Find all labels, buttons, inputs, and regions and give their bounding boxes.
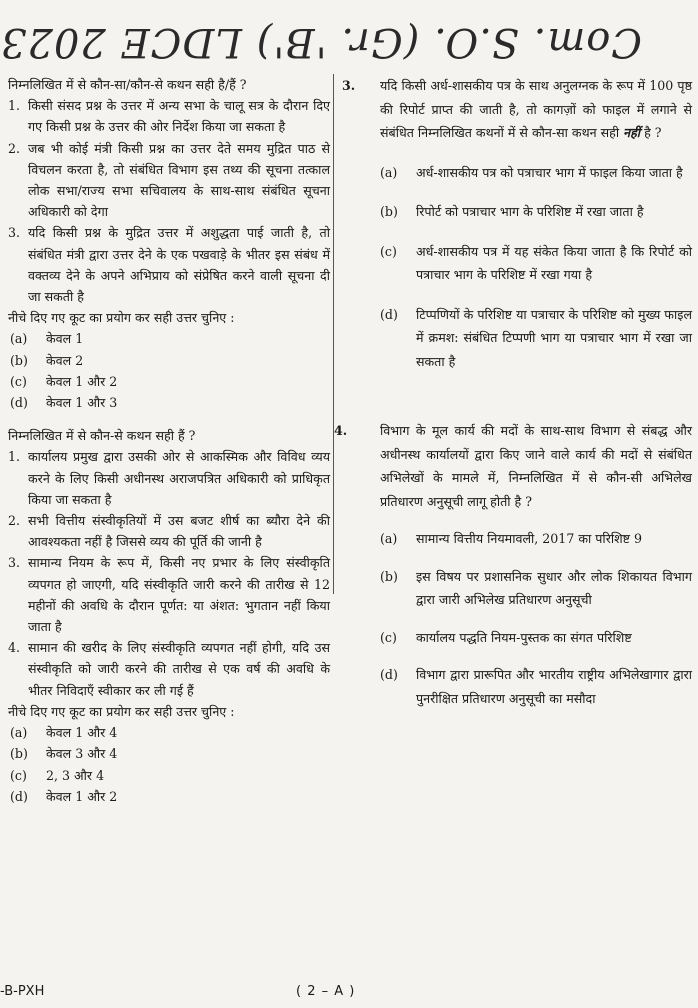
- statement-text: यदि किसी प्रश्न के मुद्रित उत्तर में अशुद्धता पाई जाती है, तो संबंधित मंत्री द्वारा उत्तर देने के एक पखवाड़े के भीतर इस संबंध में वक्तव्य देने के अपने अभिप्राय को संप्रेषित करने वाली सूचना दी जा सकती है: [28, 225, 330, 305]
- statement-text: जब भी कोई मंत्री किसी प्रश्न का उत्तर देते समय मुद्रित पाठ से विचलन करता है, तो संबंधित विभाग इस तथ्य की सूचना तत्काल लोक सभा/राज्य सभा सचिवालय के साथ-साथ संबंधित सूचना अधिकारी को देगा: [28, 140, 330, 220]
- statement-text: कार्यालय प्रमुख द्वारा उसकी ओर से आकस्मिक और विविध व्यय करने के लिए किसी अधीनस्थ अराजपत्रित अधिकारी को प्राधिकृत किया जा सकता है: [28, 449, 330, 507]
- option-b[interactable]: [380, 200, 692, 224]
- option-text: केवल 3 और 4: [46, 746, 118, 762]
- statement-number: 3.: [8, 555, 21, 571]
- statement-number: 2.: [8, 513, 21, 529]
- question-3: [342, 74, 692, 373]
- option-label: (c): [10, 767, 27, 783]
- page-number: ( 2 – A ): [296, 984, 356, 999]
- handwritten-header: Com. S.O. (Gr. 'B') LDCE 2023: [0, 19, 642, 65]
- statement-item: [8, 637, 330, 701]
- statement-item: [8, 446, 330, 510]
- option-text: विभाग द्वारा प्रारूपित और भारतीय राष्ट्रीय अभिलेखागार द्वारा पुनरीक्षित प्रतिधारण अनुसूची का मसौदा: [416, 667, 692, 706]
- option-label: (b): [380, 568, 398, 584]
- left-column: [8, 74, 330, 807]
- statement-text: सामान की खरीद के लिए संस्वीकृति व्यपगत नहीं होगी, यदि उस संस्वीकृति को जारी करने की तारीख से एक वर्ष की अवधि के भीतर निविदाएँ स्वीकार कर ली गई हैं: [28, 640, 330, 698]
- statement-number: 4.: [8, 640, 21, 656]
- stem-text-end: है ?: [644, 125, 662, 140]
- statement-text: सामान्य नियम के रूप में, किसी नए प्रभार के लिए संस्वीकृति व्यपगत हो जाएगी, यदि संस्वीकृति जारी करने की तारीख से 12 महीनों की अवधि के दौरान पूर्णत: या अंशत: भुगतान नहीं किया जाता है: [28, 555, 330, 635]
- option-label: (a): [380, 164, 398, 180]
- statement-text: किसी संसद प्रश्न के उत्तर में अन्य सभा के चालू सत्र के दौरान दिए गए किसी प्रश्न के उत्तर की ओर निर्देश किया जा सकता है: [28, 98, 330, 135]
- option-text: इस विषय पर प्रशासनिक सुधार और लोक शिकायत विभाग द्वारा जारी अभिलेख प्रतिधारण अनुसूची: [416, 568, 692, 607]
- option-text: केवल 1: [46, 331, 84, 347]
- column-divider: [333, 74, 334, 594]
- question-2: [8, 425, 330, 807]
- option-text: सामान्य वित्तीय नियमावली, 2017 का परिशिष्ट 9: [416, 531, 643, 546]
- option-a[interactable]: [8, 328, 330, 349]
- statement-number: 2.: [8, 140, 21, 156]
- option-label: (c): [380, 243, 397, 259]
- instruction-text: नीचे दिए गए कूट का प्रयोग कर सही उत्तर चुनिए :: [8, 310, 235, 326]
- question-4: [334, 419, 692, 710]
- option-label: (c): [380, 629, 397, 645]
- option-a[interactable]: [380, 161, 692, 185]
- statement-item: [8, 138, 330, 223]
- statement-item: [8, 552, 330, 637]
- option-label: (d): [10, 788, 28, 804]
- option-c[interactable]: [8, 765, 330, 786]
- option-text: केवल 1 और 4: [46, 725, 118, 741]
- option-a[interactable]: [380, 527, 692, 551]
- option-d[interactable]: [380, 303, 692, 374]
- option-c[interactable]: [380, 626, 692, 650]
- option-text: अर्ध-शासकीय पत्र में यह संकेत किया जाता है कि रिपोर्ट को पत्राचार भाग के परिशिष्ट में रखा गया है: [416, 243, 692, 282]
- question-number: 4.: [334, 423, 348, 438]
- option-label: (a): [380, 531, 398, 546]
- statement-number: 3.: [8, 225, 21, 241]
- booklet-code: -B-PXH: [0, 984, 45, 999]
- option-label: (d): [380, 306, 398, 322]
- question-1: [8, 74, 330, 413]
- option-c[interactable]: [380, 240, 692, 287]
- statement-text: सभी वित्तीय संस्वीकृतियों में उस बजट शीर्ष का ब्यौरा देने की आवश्यकता नहीं है जिससे व्यय की पूर्ति की जानी है: [28, 513, 330, 550]
- option-text: केवल 2: [46, 352, 84, 368]
- option-b[interactable]: [8, 743, 330, 764]
- instruction-text: नीचे दिए गए कूट का प्रयोग कर सही उत्तर चुनिए :: [8, 703, 235, 719]
- option-label: (d): [380, 667, 398, 682]
- statement-number: 1.: [8, 98, 21, 114]
- statement-item: [8, 222, 330, 307]
- option-c[interactable]: [8, 371, 330, 392]
- option-label: (b): [10, 352, 28, 368]
- stem-text: यदि किसी अर्ध-शासकीय पत्र के साथ अनुलग्नक के रूप में 100 पृष्ठ की रिपोर्ट प्राप्त की जाती है, तो कागज़ों को फाइल में लगाने से संबंधित निम्नलिखित कथनों में से कौन-सा कथन सही: [380, 78, 692, 140]
- question-stem: विभाग के मूल कार्य की मदों के साथ-साथ विभाग से संबद्ध और अधीनस्थ कार्यालयों द्वारा किए जाने वाले कार्य की मदों से संबंधित अभिलेखों के मामले में, निम्नलिखित में से कौन-सी अभिलेख प्रतिधारण अनुसूची लागू होती है ?: [380, 423, 692, 509]
- option-text: 2, 3 और 4: [46, 767, 105, 783]
- option-text: टिप्पणियों के परिशिष्ट या पत्राचार के परिशिष्ट को मुख्य फाइल में क्रमश: संबंधित टिप्पणी भाग या पत्राचार भाग में रखा जा सकता है: [416, 306, 692, 369]
- option-label: (a): [10, 331, 28, 347]
- option-text: केवल 1 और 3: [46, 395, 118, 411]
- option-b[interactable]: [8, 350, 330, 371]
- option-label: (b): [10, 746, 28, 762]
- statement-item: [8, 95, 330, 137]
- option-d[interactable]: [8, 786, 330, 807]
- option-d[interactable]: [8, 392, 330, 413]
- option-d[interactable]: [380, 663, 692, 710]
- option-text: रिपोर्ट को पत्राचार भाग के परिशिष्ट में रखा जाता है: [416, 204, 644, 219]
- option-label: (b): [380, 204, 398, 219]
- statement-item: [8, 510, 330, 552]
- option-b[interactable]: [380, 565, 692, 612]
- question-stem: [380, 74, 692, 145]
- question-stem: निम्नलिखित में से कौन-सा/कौन-से कथन सही है/हैं ?: [8, 77, 247, 92]
- option-label: (a): [10, 725, 28, 741]
- question-stem: निम्नलिखित में से कौन-से कथन सही हैं ?: [8, 428, 196, 444]
- stem-emphasis: नहीं: [623, 125, 641, 140]
- option-text: अर्ध-शासकीय पत्र को पत्राचार भाग में फाइल किया जाता है: [416, 164, 683, 180]
- option-text: केवल 1 और 2: [46, 373, 118, 389]
- option-text: कार्यालय पद्धति नियम-पुस्तक का संगत परिशिष्ट: [416, 629, 632, 645]
- right-column: [334, 74, 692, 710]
- option-a[interactable]: [8, 722, 330, 743]
- question-number: 3.: [342, 78, 356, 93]
- option-label: (c): [10, 373, 27, 389]
- statement-number: 1.: [8, 449, 21, 465]
- option-text: केवल 1 और 2: [46, 788, 118, 804]
- option-label: (d): [10, 395, 28, 411]
